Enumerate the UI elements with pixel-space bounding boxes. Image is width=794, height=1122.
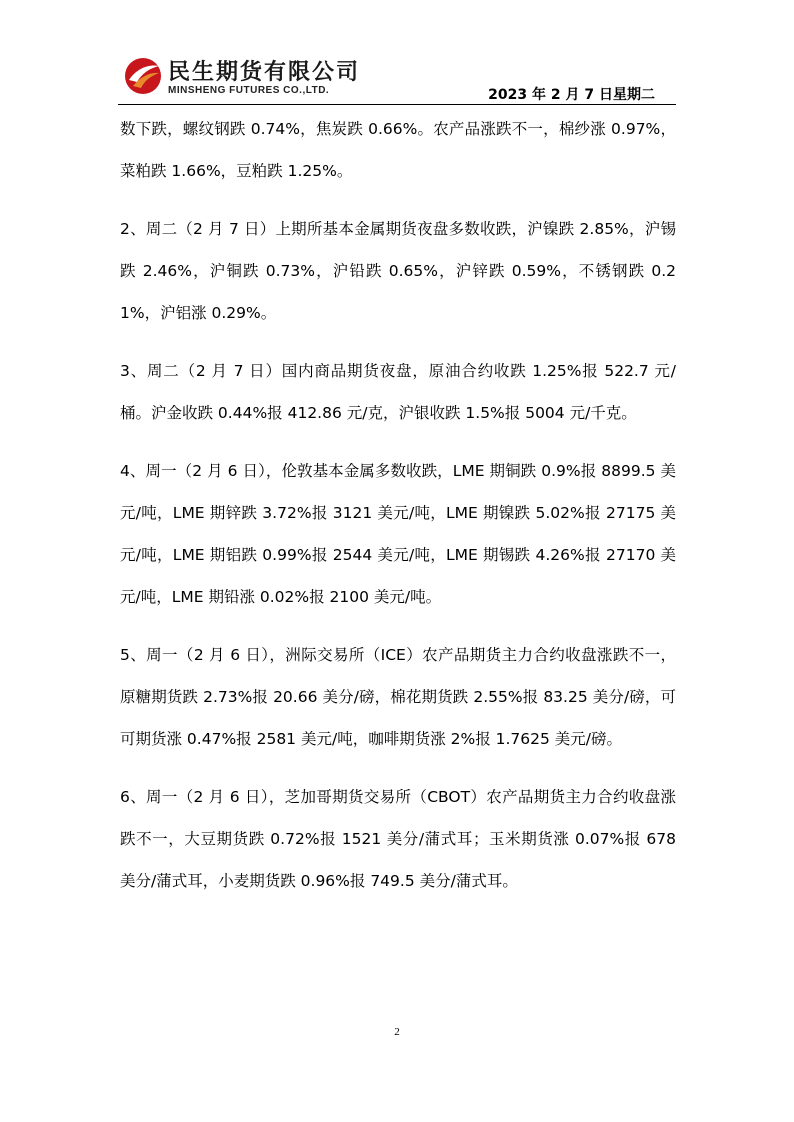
paragraph-ice-agri: 5、周一（2 月 6 日），洲际交易所（ICE）农产品期货主力合约收盘涨跌不一，原糖期货跌 2.73%报 20.66 美分/磅，棉花期货跌 2.55%报 83.25 美分/磅，可可期货涨 0.47%报 2581 美元/吨，咖啡期货涨 2%报 1.7625 美元/磅。 bbox=[120, 646, 676, 748]
page-header bbox=[0, 0, 794, 110]
paragraph-continued: 数下跌，螺纹钢跌 0.74%，焦炭跌 0.66%。农产品涨跌不一，棉纱涨 0.97%，菜粕跌 1.66%，豆粕跌 1.25%。 bbox=[120, 120, 676, 180]
page-number: 2 bbox=[394, 1026, 400, 1038]
paragraph-cbot-agri: 6、周一（2 月 6 日），芝加哥期货交易所（CBOT）农产品期货主力合约收盘涨跌不一，大豆期货跌 0.72%报 1521 美分/蒲式耳；玉米期货涨 0.07%报 678 美分/蒲式耳，小麦期货跌 0.96%报 749.5 美分/蒲式耳。 bbox=[120, 788, 676, 890]
paragraph-lme-metals: 4、周一（2 月 6 日），伦敦基本金属多数收跌，LME 期铜跌 0.9%报 8899.5 美元/吨，LME 期锌跌 3.72%报 3121 美元/吨，LME 期镍跌 5.02%报 27175 美元/吨，LME 期铝跌 0.99%报 2544 美元/吨，LME 期锡跌 4.26%报 27170 美元/吨，LME 期铅涨 0.02%报 2100 美元/吨。 bbox=[120, 462, 676, 606]
paragraph-shfe-metals: 2、周二（2 月 7 日）上期所基本金属期货夜盘多数收跌，沪镍跌 2.85%，沪锡跌 2.46%，沪铜跌 0.73%，沪铅跌 0.65%，沪锌跌 0.59%，不锈钢跌 0.21%，沪铝涨 0.29%。 bbox=[120, 220, 676, 322]
header-divider bbox=[118, 104, 676, 105]
company-name-cn: 民生期货有限公司 bbox=[168, 60, 361, 85]
minsheng-logo-icon bbox=[123, 56, 163, 96]
report-date: 2023 年 2 月 7 日星期二 bbox=[488, 87, 655, 103]
paragraph-domestic-night: 3、周二（2 月 7 日）国内商品期货夜盘，原油合约收跌 1.25%报 522.7 元/桶。沪金收跌 0.44%报 412.86 元/克，沪银收跌 1.5%报 5004 元/千克。 bbox=[120, 362, 676, 422]
report-body bbox=[120, 108, 676, 918]
company-name-en: MINSHENG FUTURES CO.,LTD. bbox=[168, 85, 330, 96]
